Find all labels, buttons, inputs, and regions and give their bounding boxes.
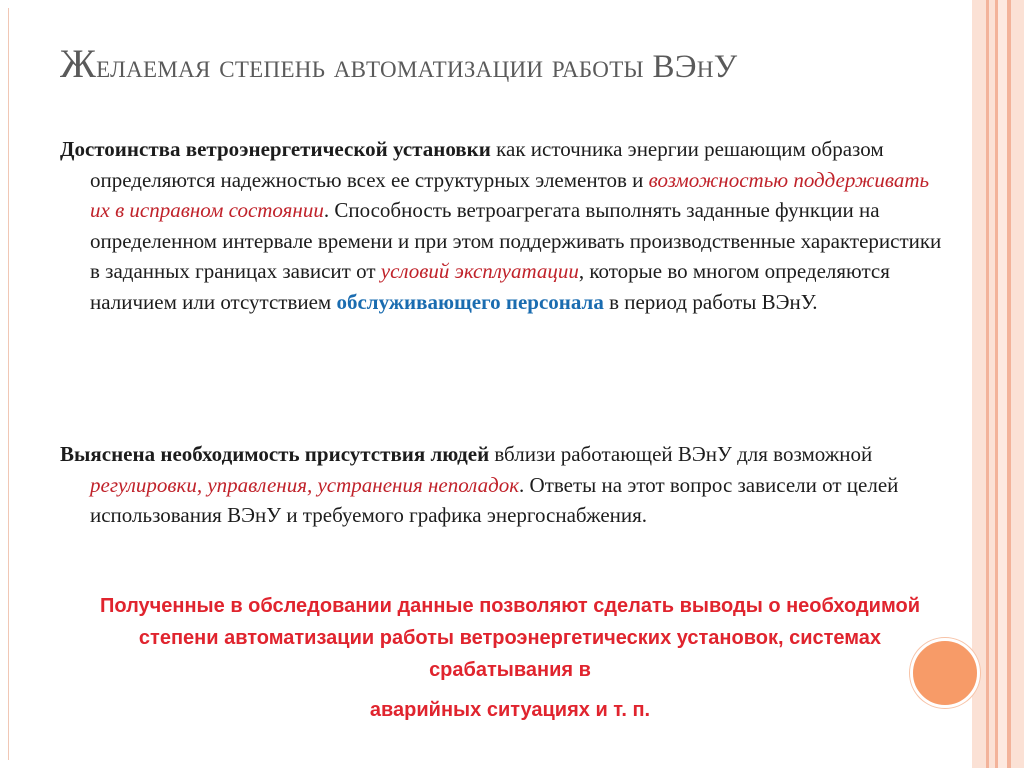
paragraph-presence [60, 439, 950, 531]
conclusion-last-line: аварийных ситуациях и т. п. [369, 699, 651, 721]
conclusion-text [80, 590, 940, 726]
title-first-letter: Ж [60, 41, 97, 86]
paragraph-advantages [60, 134, 950, 317]
right-decorative-stripes [972, 0, 1024, 768]
stripe [1011, 0, 1024, 768]
para2-text: вблизи работающей ВЭнУ для возможной [489, 442, 873, 466]
para1-text: в период работы ВЭнУ. [603, 289, 818, 314]
title-rest: елаемая степень автоматизации работы ВЭнУ [96, 49, 738, 85]
para1-bold-lead: Достоинства ветроэнергетической установки [60, 137, 491, 161]
para1-text: , которые во многом определяются наличием или отсутствием [90, 259, 890, 314]
stripe [998, 0, 1007, 768]
para1-emphasis-conditions: условий эксплуатации [380, 259, 579, 283]
conclusion-main: Полученные в обследовании данные позволяют сделать выводы о необходимой степени автоматизации работы ветроэнергетических установок, системах срабатывания в [100, 595, 920, 681]
left-border-line [8, 8, 9, 760]
para1-text: как источника энергии решающим образом определяются надежностью всех ее структурных элементов и [90, 137, 884, 192]
para1-text: . Способность ветроагрегата выполнять заданные функции на определенном интервале времени и при этом поддерживать производственные характеристики в заданных границах зависит от [90, 198, 942, 283]
slide-title [60, 40, 940, 87]
para1-emphasis-maintain: возможностью поддерживать их в исправном состоянии [90, 167, 930, 222]
para1-emphasis-personnel: обслуживающего персонала [336, 289, 604, 314]
para2-emphasis-regulation: регулировки, управления, устранения неполадок [90, 472, 520, 497]
para2-bold-lead: Выяснена необходимость присутствия людей [60, 442, 490, 466]
para2-text: . Ответы на этот вопрос зависели от целей использования ВЭнУ и требуемого графика энергоснабжения. [90, 472, 899, 527]
